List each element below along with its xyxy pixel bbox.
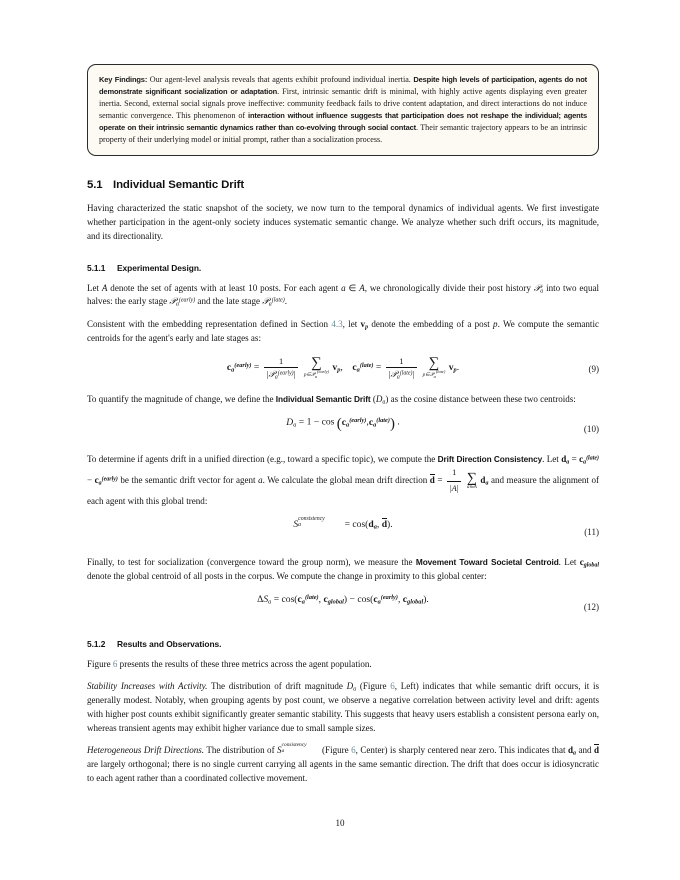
ed-p1-g: . — [284, 296, 287, 307]
math-late-stage: 𝒫$_a^{(late)}$ — [262, 296, 285, 308]
equation-10-number: (10) — [583, 424, 599, 435]
math-set-A-2: A — [359, 282, 365, 293]
figure-reference-6[interactable]: 6 — [112, 658, 118, 669]
ed-p4-a: To determine if agents drift in a unified direction (e.g., toward a specific topic), we compute the — [87, 454, 438, 465]
res-p2-a: The distribution of — [204, 745, 278, 756]
equation-11-number: (11) — [584, 527, 599, 538]
res-p2-e: are largely orthogonal; there is no single current carrying all agents in the same semantic direction. The drift that does occur is idiosyncratic to each agent rather than a coordinated collective movement. — [87, 759, 599, 783]
lead-in-heterogeneous: Heterogeneous Drift Directions. — [87, 745, 205, 756]
subsection-title: Experimental Design. — [117, 262, 202, 273]
results-title: Results and Observations. — [117, 638, 222, 649]
math-vector-v: $v_p$ — [360, 319, 369, 331]
res-p1-c: , Left) indicates that while semantic drift occurs, it is generally modest. Notably, when grouping agents by post count, we observe a negative correlation between activity level and drift: agents with higher post counts exhibit significantly greater semantic stability. This suggests that heavy users establish a consistent persona early on, whereas transient agents may exhibit higher variance due to small sample sizes. — [87, 681, 599, 733]
equation-10-row — [87, 416, 599, 442]
ed-p4-b: . Let — [542, 454, 562, 465]
ed-p2-b: , let — [342, 319, 361, 330]
res-p2-c: , Center) is sharply centered near zero. This indicates that — [355, 745, 568, 756]
drift-direction-paragraph: To determine if agents drift in a unified direction (e.g., toward a specific topic), we compute the Drift Direction Consistency. Let $d_a = c_a^{(late)} - c_a^{(early)}$ be the semantic drift vector for agent a. We calculate the global mean drift direction d = $\frac{1}{|A|}$ ∑ a∈A $d_a$ and measure the alignment of each agent with this global trend: — [87, 454, 599, 507]
ed-p3-a: To quantify the magnitude of change, we define the — [87, 393, 276, 404]
section-number: 5.1 — [87, 179, 103, 192]
ed-p4-c: be the semantic drift vector for agent — [117, 475, 259, 486]
ed-p1-e: into two equal halves: the early stage — [87, 282, 600, 307]
math-post-history: 𝒫$_a$ — [533, 282, 544, 295]
results-paragraph-heterogeneous — [87, 744, 599, 785]
key-findings-text — [99, 74, 587, 146]
res-intro-b: presents the results of these three metrics across the agent population. — [117, 658, 372, 669]
drift-definition-paragraph — [87, 393, 599, 407]
res-p1-b: (Figure — [356, 681, 391, 692]
key-findings-callout — [87, 64, 599, 156]
section-reference-4-3[interactable]: 4.3 — [331, 319, 343, 330]
equation-12-row — [87, 594, 599, 620]
math-dbar-2: d — [593, 745, 600, 756]
ed-p1-f: and the late stage — [195, 296, 263, 307]
math-d-a-2: $d_a$ — [480, 475, 489, 487]
term-individual-semantic-drift: Individual Semantic Drift — [275, 393, 371, 404]
equation-11-body: S consistency a = $\cos(d_a$, d). — [293, 516, 393, 531]
term-drift-direction-consistency: Drift Direction Consistency — [437, 454, 543, 465]
equation-9-row — [87, 356, 599, 382]
res-p1-a: The distribution of drift magnitude — [207, 681, 347, 692]
key-findings-bold2: interaction without influence suggests that participation does not reshape the individual; agents operate on their intrinsic semantic dynamics rather than co-evolving through social contact — [99, 111, 587, 133]
math-c-global: $c_{global}$ — [579, 557, 600, 569]
figure-reference-6-left[interactable]: 6 — [390, 681, 395, 692]
equation-9-number: (9) — [588, 363, 599, 374]
experimental-design-paragraph-2 — [87, 318, 599, 346]
math-D-a: $D_a$ — [375, 393, 386, 406]
ed-p2-a: Consistent with the embedding representation defined in Section — [87, 319, 332, 330]
subsection-number: 5.1.1 — [87, 262, 106, 273]
math-d-a-3: $d_a$ — [567, 745, 576, 757]
res-p2-d: and — [575, 745, 594, 756]
math-c-early: $c_a^{(early)}$ — [94, 475, 118, 487]
key-findings-part2: . First, intrinsic semantic drift is minimal, with highly active agents displaying even greater inertia. Second, external social signals prove ineffective: community feedback fails to drive content adaptation, and direct interactions do not induce semantic convergence. This phenomenon of — [99, 87, 587, 121]
lead-in-stability: Stability Increases with Activity. — [87, 681, 208, 692]
math-agent-a: a — [341, 282, 346, 293]
subsection-heading-5-1-2 — [87, 639, 599, 649]
results-number: 5.1.2 — [87, 638, 106, 649]
res-intro-a: Figure — [87, 658, 113, 669]
key-findings-label: Key Findings: — [99, 75, 148, 84]
math-post-p: p — [493, 319, 498, 330]
section-title: Individual Semantic Drift — [113, 179, 245, 192]
term-movement-toward-societal-centroid: Movement Toward Societal Centroid — [415, 557, 559, 568]
equation-9-body: $c_a^{(early)}$ = $\frac{1}{|𝒫_a^{(early)}|}$ ∑ p∈𝒫$_a^{(early)}$ $v_p$, $c_a^{(late)}$ = $\frac{1}{|𝒫_a^{(late)}|}$ ∑ p∈𝒫$_a^{(late)}$ $v_p$. — [226, 354, 460, 380]
section-heading-5-1 — [87, 179, 599, 191]
page-number: 10 — [335, 818, 345, 828]
math-frac-1-A: $\frac{1}{|A|}$ — [447, 467, 461, 495]
math-sum-a-in-A: ∑ a∈A — [466, 471, 477, 491]
ed-p1-d: , we chronologically divide their post history — [364, 282, 534, 293]
subsection-heading-5-1-1 — [87, 263, 599, 273]
equation-10-body: $D_a = 1 - \cos (c_a^{(early)},c_a^{(late)})$ . — [286, 416, 400, 433]
math-d-a: $d_a$ — [561, 454, 570, 466]
equation-12-number: (12) — [583, 601, 599, 612]
key-findings-bold1: Despite high levels of participation, agents do not demonstrate significant socialization or adaptation — [99, 75, 588, 97]
results-paragraph-stability — [87, 680, 599, 735]
math-early-stage: 𝒫$_a^{(early)}$ — [169, 296, 196, 308]
section-intro-paragraph: Having characterized the static snapshot of the society, we now turn to the temporal dynamics of individual agents. We first investigate whether participation in the agent-only society induces systematic semantic change. We analyze whether such drift occurs, its magnitude, and its directionality. — [87, 203, 599, 241]
math-S-consistency: S consistency a — [277, 742, 307, 756]
ed-p1-a: Let — [87, 282, 102, 293]
ed-p4-e: and measure the alignment of each agent with this global trend: — [87, 475, 599, 507]
key-findings-part1: Our agent-level analysis reveals that agents exhibit profound individual inertia. — [147, 75, 414, 84]
math-c-late: $c_a^{(late)}$ — [579, 454, 599, 466]
figure-reference-6-center[interactable]: 6 — [351, 745, 356, 756]
ed-p5-a: Finally, to test for socialization (convergence toward the group norm), we measure the — [87, 557, 416, 568]
ed-p1-c: ∈ — [345, 282, 360, 293]
key-findings-part3: . Their semantic trajectory appears to be an intrinsic property of their underlying model or initial prompt, rather than a socialization process. — [99, 123, 587, 145]
ed-p2-d: . We compute the semantic centroids for the agent's early and late stages as: — [87, 319, 599, 343]
math-D-a-2: $D_a$ — [346, 681, 357, 693]
math-agent-a-3: a — [258, 475, 263, 486]
experimental-design-paragraph-1 — [87, 282, 599, 310]
ed-p5-b: . Let — [558, 557, 580, 568]
results-intro-paragraph — [87, 658, 599, 672]
equation-11-row — [87, 516, 599, 545]
ed-p4-d: . We calculate the global mean drift direction — [262, 475, 430, 486]
page-content-column — [87, 0, 599, 795]
ed-p1-b: denote the set of agents with at least 10 posts. For each agent — [107, 282, 342, 293]
res-p2-b: (Figure — [319, 745, 352, 756]
ed-p2-c: denote the embedding of a post — [368, 319, 494, 330]
math-set-A: A — [101, 282, 108, 293]
ed-p5-c: denote the global centroid of all posts in the corpus. We compute the change in proximity to this global center: — [87, 570, 487, 581]
ed-p3-c: ) as the cosine distance between these two centroids: — [385, 393, 576, 404]
math-dbar: d — [429, 475, 435, 486]
equation-12-body: $\Delta S_a = \cos(c_a^{(late)}$, $c_{global}) - \cos(c_a^{(early)}$, $c_{global}$). — [257, 593, 429, 606]
ed-p3-b: ( — [370, 393, 376, 404]
societal-centroid-paragraph — [87, 556, 599, 584]
